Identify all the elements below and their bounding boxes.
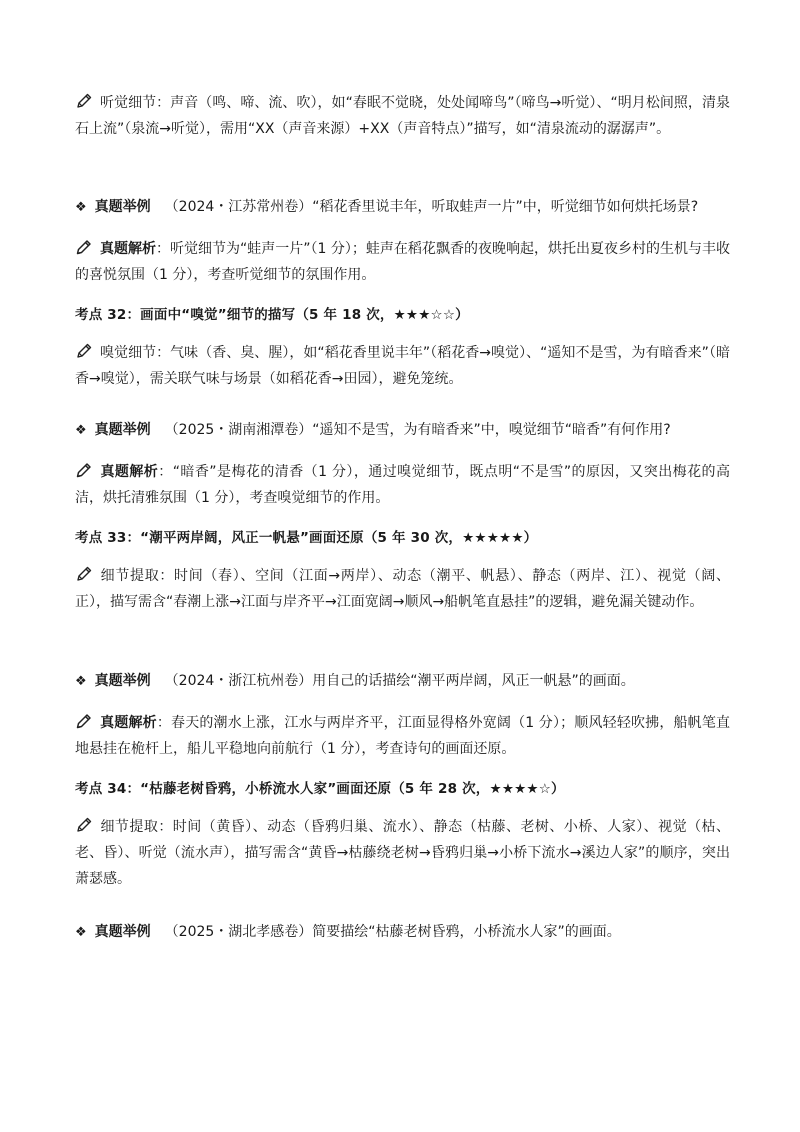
heading-kaodian-33: 考点 33：“潮平两岸阔，风正一帆悬”画面还原（5 年 30 次，★★★★★） <box>75 530 538 546</box>
example-text: （2024・浙江杭州卷）用自己的话描绘“潮平两岸阔，风正一帆悬”的画面。 <box>164 673 635 689</box>
analysis-text: ：听觉细节为“蛙声一片”（1 分）；蛙声在稻花飘香的夜晚响起，烘托出夏夜乡村的生机与丰收的喜悦氛围（1 分），考查听觉细节的氛围作用。 <box>75 241 730 283</box>
pen-icon <box>75 461 93 479</box>
paragraph-text: 听觉细节：声音（鸣、啼、流、吹），如“春眠不觉晓，处处闻啼鸟”（啼鸟→听觉）、“明月松间照，清泉石上流”（泉流→听觉），需用“XX（声音来源）+XX（声音特点）”描写，如“清泉流动的潺潺声”。 <box>75 95 730 137</box>
smell-detail-paragraph <box>75 340 730 392</box>
pencil-icon <box>75 92 93 110</box>
detail-extraction-34 <box>75 814 730 892</box>
pen-icon <box>75 712 93 730</box>
exam-example-34 <box>75 919 730 946</box>
analysis-label: 真题解析 <box>100 715 157 731</box>
exam-analysis-33 <box>75 710 730 762</box>
diamond-bullet-icon: ❖ <box>75 423 87 438</box>
paragraph-text: 细节提取：时间（春）、空间（江面→两岸）、动态（潮平、帆悬）、静态（两岸、江）、视觉（阔、正），描写需含“春潮上涨→江面与岸齐平→江面宽阔→顺风→船帆笔直悬挂”的逻辑，避免漏关键动作。 <box>75 568 730 610</box>
exam-example-33 <box>75 668 730 695</box>
exam-example-32 <box>75 417 730 444</box>
detail-extraction-33 <box>75 563 730 615</box>
hearing-detail-paragraph <box>75 90 730 142</box>
analysis-label: 真题解析 <box>100 464 159 480</box>
analysis-text: ：“暗香”是梅花的清香（1 分），通过嗅觉细节，既点明“不是雪”的原因，又突出梅花的高洁，烘托清雅氛围（1 分），考查嗅觉细节的作用。 <box>75 464 731 506</box>
diamond-bullet-icon: ❖ <box>75 200 87 215</box>
analysis-text: ：春天的潮水上涨，江水与两岸齐平，江面显得格外宽阔（1 分）；顺风轻轻吹拂，船帆笔直地悬挂在桅杆上，船儿平稳地向前航行（1 分），考查诗句的画面还原。 <box>75 715 731 757</box>
diamond-bullet-icon: ❖ <box>75 925 87 940</box>
paragraph-text: 细节提取：时间（黄昏）、动态（昏鸦归巢、流水）、静态（枯藤、老树、小桥、人家）、视觉（枯、老、昏）、听觉（流水声），描写需含“黄昏→枯藤绕老树→昏鸦归巢→小桥下流水→溪边人家”的顺序，突出萧瑟感。 <box>75 819 730 887</box>
diamond-bullet-icon: ❖ <box>75 674 87 689</box>
pencil-icon <box>75 342 93 360</box>
example-label: 真题举例 <box>94 422 151 438</box>
exam-analysis-1 <box>75 236 730 288</box>
example-label: 真题举例 <box>94 199 151 215</box>
example-text: （2024・江苏常州卷）“稻花香里说丰年，听取蛙声一片”中，听觉细节如何烘托场景? <box>164 199 699 215</box>
analysis-label: 真题解析 <box>100 241 157 257</box>
exam-analysis-32 <box>75 459 730 511</box>
heading-kaodian-34: 考点 34：“枯藤老树昏鸦，小桥流水人家”画面还原（5 年 28 次，★★★★☆） <box>75 781 565 797</box>
pencil-icon <box>75 816 93 834</box>
pencil-icon <box>75 565 93 583</box>
example-text: （2025・湖北孝感卷）简要描绘“枯藤老树昏鸦，小桥流水人家”的画面。 <box>164 924 621 940</box>
exam-example-1 <box>75 194 730 221</box>
example-label: 真题举例 <box>94 924 151 940</box>
example-text: （2025・湖南湘潭卷）“遥知不是雪，为有暗香来”中，嗅觉细节“暗香”有何作用? <box>164 422 671 438</box>
paragraph-text: 嗅觉细节：气味（香、臭、腥），如“稻花香里说丰年”（稻花香→嗅觉）、“遥知不是雪，为有暗香来”（暗香→嗅觉），需关联气味与场景（如稻花香→田园），避免笼统。 <box>75 345 730 387</box>
example-label: 真题举例 <box>94 673 151 689</box>
heading-kaodian-32: 考点 32：画面中“嗅觉”细节的描写（5 年 18 次，★★★☆☆） <box>75 307 469 323</box>
pen-icon <box>75 238 93 256</box>
